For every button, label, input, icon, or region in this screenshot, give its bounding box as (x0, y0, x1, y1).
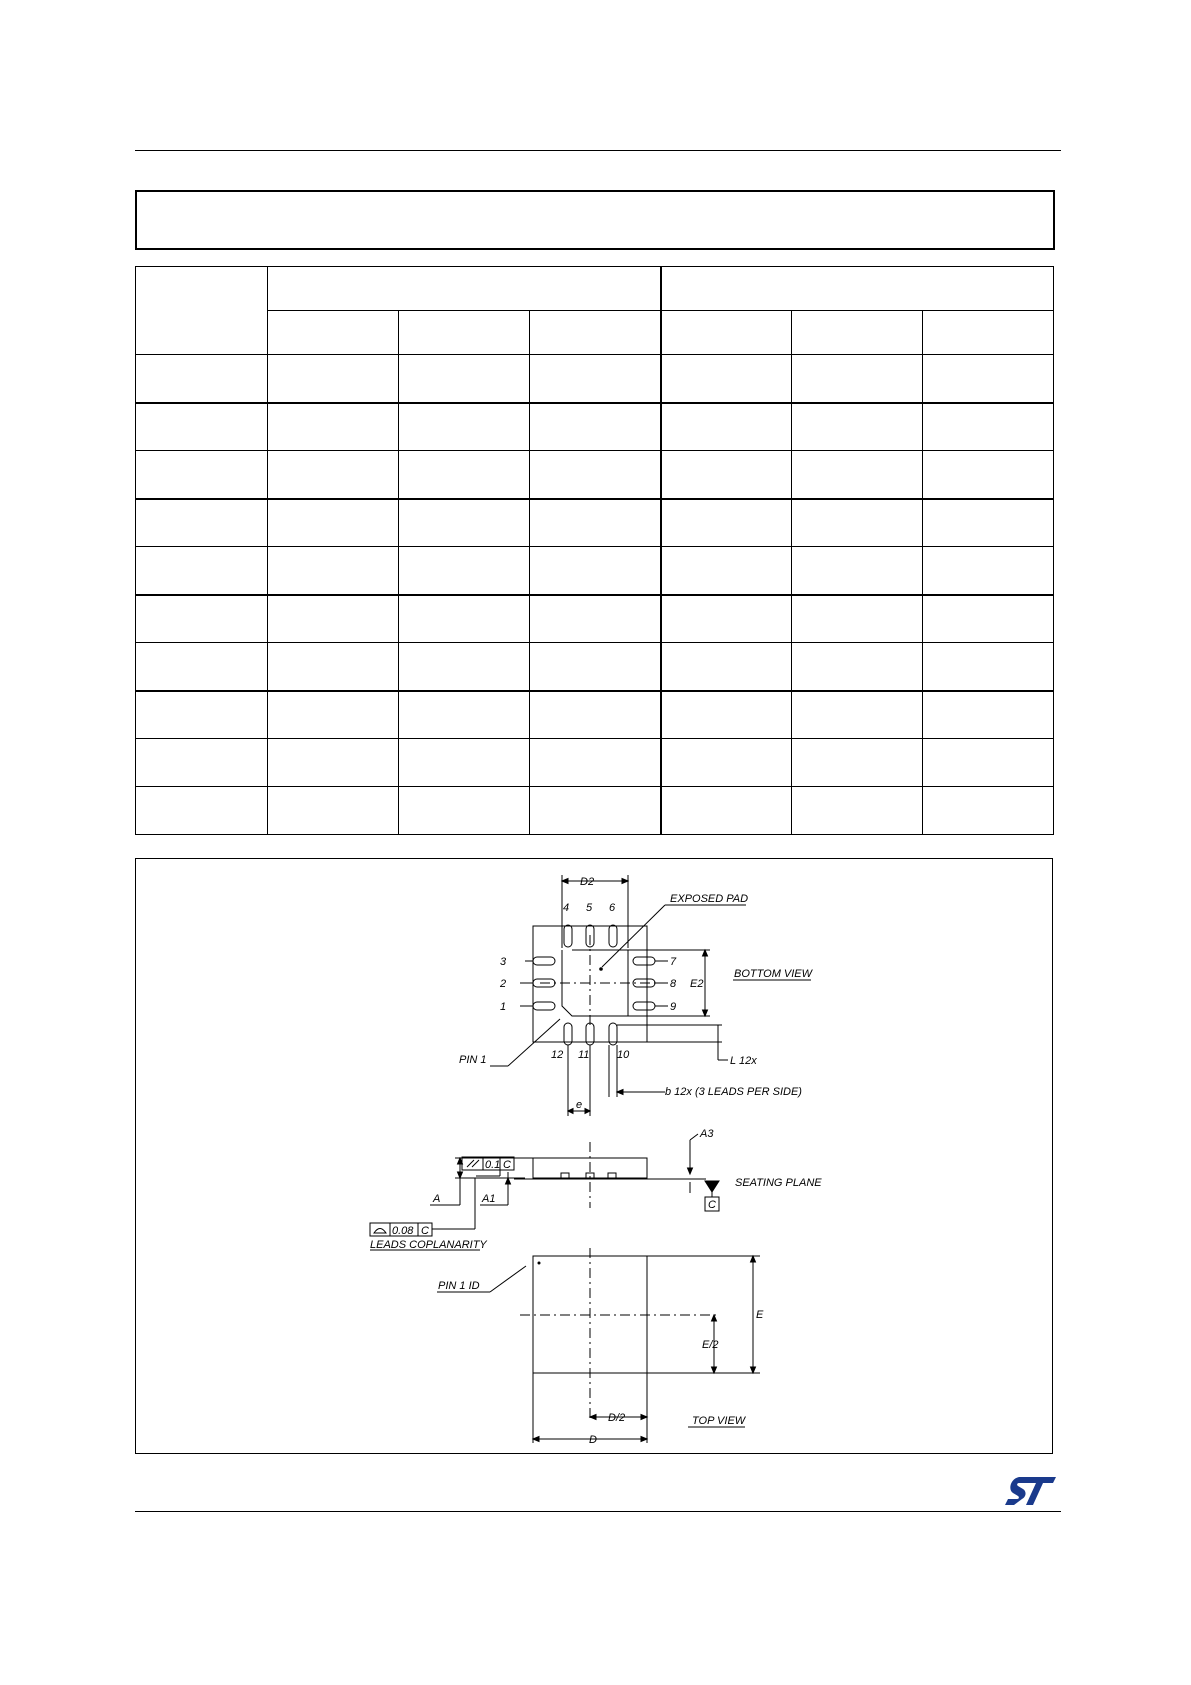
l-label: L 12x (730, 1055, 757, 1067)
pin-1-label: 1 (500, 1001, 507, 1013)
exposed-pad-leader (602, 905, 665, 967)
pad-center-dot (599, 967, 603, 971)
e-half-label: E/2 (702, 1339, 719, 1351)
lead-pin-4 (564, 925, 572, 947)
lead-pin-7 (633, 957, 655, 965)
e2-label: E2 (690, 978, 704, 990)
pin-6-label: 6 (609, 902, 616, 914)
lead-pin-3 (533, 957, 555, 965)
datum-triangle (705, 1181, 719, 1192)
pin-2-label: 2 (500, 978, 507, 990)
a1-label: A1 (482, 1193, 496, 1205)
lead-pin-6 (609, 925, 617, 947)
pin1-label: PIN 1 (459, 1054, 487, 1066)
a3-arrow (688, 1168, 693, 1174)
lead-pin-9 (633, 1002, 655, 1010)
a1-arrow (506, 1178, 511, 1184)
a3-leader-tail (690, 1134, 698, 1140)
pin-5-label: 5 (586, 902, 593, 914)
a-label: A (433, 1193, 441, 1205)
st-logo (1005, 1476, 1057, 1506)
bottom-view-label: BOTTOM VIEW (734, 968, 813, 980)
seating-plane-label: SEATING PLANE (735, 1177, 822, 1189)
datum-c-label: C (708, 1199, 716, 1211)
pin-11-label: 11 (578, 1049, 590, 1061)
leads-coplanarity-label: LEADS COPLANARITY (370, 1239, 487, 1251)
pin-4-label: 4 (563, 902, 570, 914)
lead-pin-1 (533, 1002, 555, 1010)
d-label: D (589, 1434, 597, 1446)
pin1-id-leader (490, 1266, 526, 1292)
coplanarity-value: 0.08 (392, 1225, 414, 1237)
coplanarity-symbol (374, 1229, 386, 1234)
parallelism-value: 0.1 (485, 1159, 501, 1171)
footer-rule (135, 1511, 1061, 1512)
a3-label: A3 (700, 1128, 714, 1140)
pin-3-label: 3 (500, 956, 507, 968)
pin1-id-dot (538, 1262, 541, 1265)
e-pitch-label: e (576, 1099, 583, 1111)
pin-10-label: 10 (617, 1049, 630, 1061)
d-half-label: D/2 (608, 1412, 626, 1424)
parallelism-datum: C (503, 1159, 511, 1171)
top-view-label: TOP VIEW (692, 1415, 746, 1427)
d2-label: D2 (580, 876, 595, 888)
b-arrow (617, 1090, 623, 1095)
pin-7-label: 7 (670, 956, 677, 968)
e-label: E (756, 1309, 764, 1321)
pin-12-label: 12 (551, 1049, 564, 1061)
pin1-id-label: PIN 1 ID (438, 1280, 480, 1292)
coplanarity-datum: C (421, 1225, 429, 1237)
pin-9-label: 9 (670, 1001, 677, 1013)
pin-8-label: 8 (670, 978, 677, 990)
b-label: b 12x (3 LEADS PER SIDE) (665, 1086, 802, 1098)
exposed-pad-label: EXPOSED PAD (670, 893, 749, 905)
